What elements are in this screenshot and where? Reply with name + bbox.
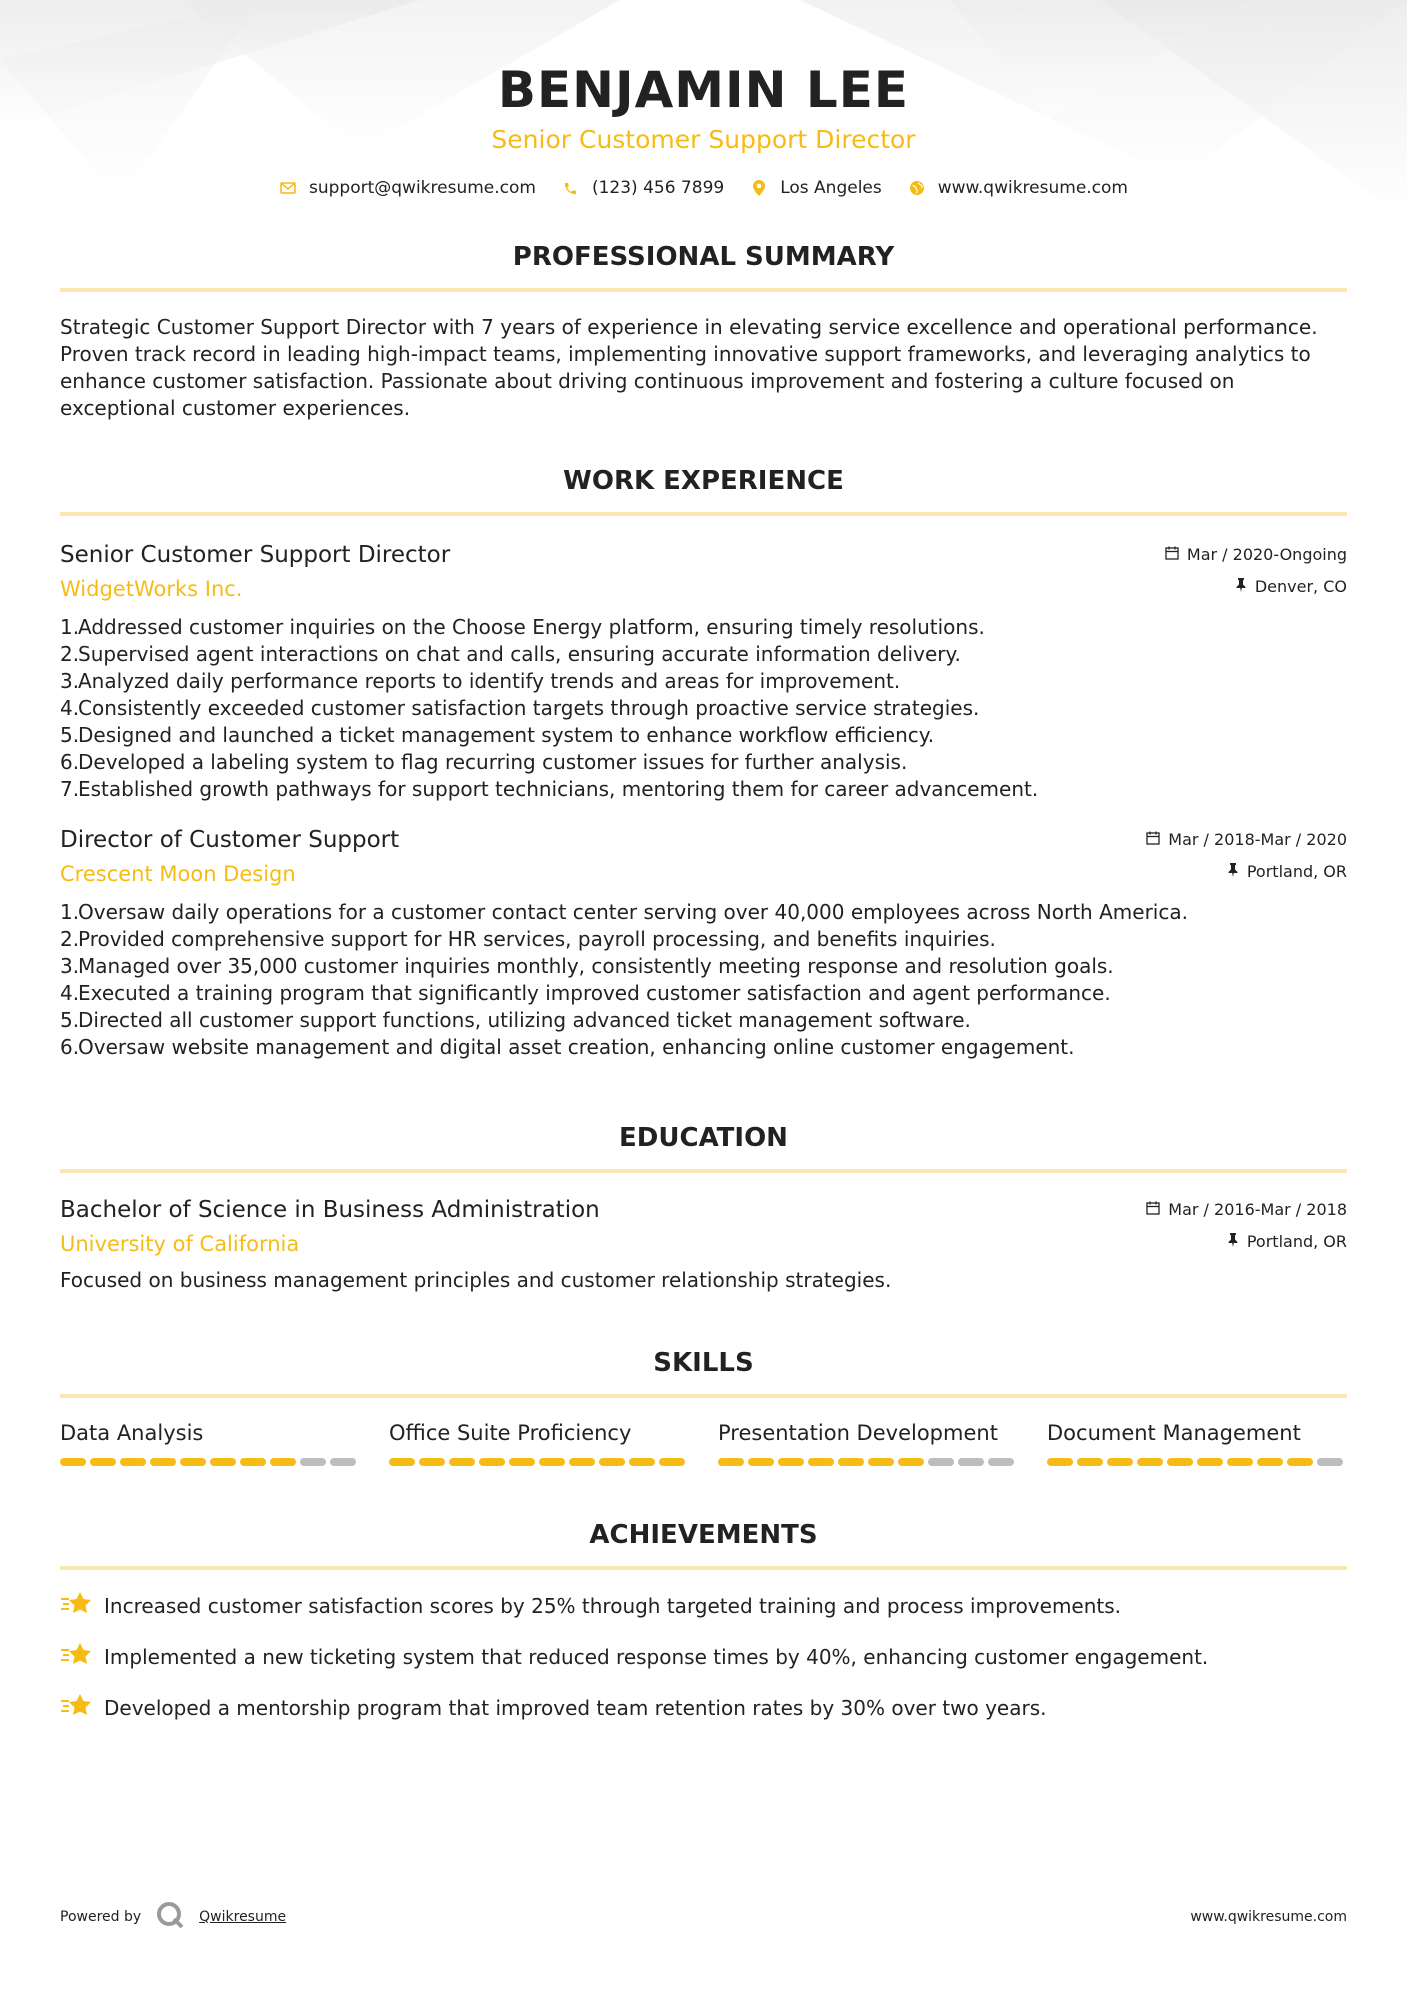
skills-section [60, 1348, 1347, 1466]
skill-level-dot [60, 1458, 86, 1466]
resume-header [60, 0, 1347, 198]
achievement-item [60, 1692, 1347, 1725]
job-dates-text: Mar / 2020-Ongoing [1186, 545, 1347, 564]
skill-level-dot [569, 1458, 595, 1466]
education-location-text: Portland, OR [1246, 1232, 1347, 1251]
school-name: University of California [60, 1232, 300, 1256]
list-item: 3. Analyzed daily performance reports to identify trends and areas for improvement. [60, 669, 901, 693]
job-dates [1165, 544, 1347, 566]
contact-phone-text: (123) 456 7899 [591, 178, 725, 198]
powered-by [60, 1900, 286, 1934]
list-item: 7. Established growth pathways for support technicians, mentoring them for career advancement. [60, 777, 1039, 801]
list-item: 2. Provided comprehensive support for HR services, payroll processing, and benefits inquiries. [60, 927, 996, 951]
calendar-icon [1165, 544, 1179, 566]
skill-level-dot [838, 1458, 864, 1466]
list-item: 6. Developed a labeling system to flag recurring customer issues for further analysis. [60, 750, 908, 774]
achievements-section [60, 1520, 1347, 1725]
skill-level-dot [150, 1458, 176, 1466]
job-entry [60, 825, 1347, 1061]
skill-item [718, 1420, 1018, 1466]
education-section [60, 1123, 1347, 1294]
experience-heading: WORK EXPERIENCE [60, 466, 1347, 516]
contact-location [750, 178, 882, 198]
list-item: 1. Addressed customer inquiries on the Choose Energy platform, ensuring timely resolutions. [60, 615, 985, 639]
achievements-heading: ACHIEVEMENTS [60, 1520, 1347, 1570]
skill-level-dot [419, 1458, 445, 1466]
skill-level-dot [1047, 1458, 1073, 1466]
contact-location-text: Los Angeles [780, 178, 882, 198]
skill-level-dot [629, 1458, 655, 1466]
page-footer [60, 1900, 1347, 1934]
powered-by-label: Powered by [60, 1909, 142, 1925]
list-item: 5. Designed and launched a ticket management system to enhance workflow efficiency. [60, 723, 935, 747]
skill-level-dot [718, 1458, 744, 1466]
skill-level-dot [1137, 1458, 1163, 1466]
skill-level-meter [1047, 1458, 1347, 1466]
skill-level-dot [210, 1458, 236, 1466]
skill-level-dot [1167, 1458, 1193, 1466]
skill-level-dot [479, 1458, 505, 1466]
achievement-item [60, 1641, 1347, 1674]
skill-level-dot [330, 1458, 356, 1466]
education-dates-text: Mar / 2016-Mar / 2018 [1168, 1200, 1347, 1219]
skill-item [1047, 1420, 1347, 1466]
company-name: Crescent Moon Design [60, 862, 296, 886]
achievement-item [60, 1590, 1347, 1623]
education-description: Focused on business management principles and customer relationship strategies. [60, 1268, 892, 1292]
pushpin-icon [1227, 1231, 1239, 1253]
job-location [1165, 576, 1347, 598]
list-item: 1. Oversaw daily operations for a customer contact center serving over 40,000 employees across North America. [60, 900, 1188, 924]
skill-level-dot [1077, 1458, 1103, 1466]
job-dates-text: Mar / 2018-Mar / 2020 [1168, 830, 1347, 849]
company-name: WidgetWorks Inc. [60, 577, 243, 601]
experience-section [60, 466, 1347, 1061]
job-bullet-list [60, 614, 1347, 803]
skill-level-dot [868, 1458, 894, 1466]
list-item: 2. Supervised agent interactions on chat and calls, ensuring accurate information delivery. [60, 642, 961, 666]
job-title: Senior Customer Support Director [60, 542, 451, 568]
job-bullet-list [60, 899, 1347, 1061]
skill-level-dot [958, 1458, 984, 1466]
skill-level-meter [718, 1458, 1018, 1466]
list-item: 4. Executed a training program that significantly improved customer satisfaction and agent performance. [60, 981, 1111, 1005]
skill-level-dot [449, 1458, 475, 1466]
skill-level-dot [808, 1458, 834, 1466]
summary-text: Strategic Customer Support Director with 7 years of experience in elevating service excellence and operational performance. Proven track record in leading high-impact teams, implementing innovative support frameworks, and leveraging analytics to enhance customer satisfaction. Passionate about driving continuous improvement and fostering a culture focused on exceptional customer experiences. [60, 315, 1318, 420]
star-icon [60, 1590, 92, 1623]
degree-title: Bachelor of Science in Business Administration [60, 1197, 600, 1223]
job-location-text: Portland, OR [1246, 862, 1347, 881]
contact-website-text: www.qwikresume.com [937, 178, 1128, 198]
candidate-name: BENJAMIN LEE [497, 61, 910, 119]
skill-level-dot [1197, 1458, 1223, 1466]
skill-level-dot [120, 1458, 146, 1466]
contact-email[interactable] [279, 178, 536, 198]
location-pin-icon [750, 179, 768, 197]
qwikresume-logo-icon [155, 1900, 185, 1934]
skill-name: Data Analysis [60, 1421, 204, 1445]
education-dates [1146, 1199, 1347, 1221]
resume-page [60, 0, 1347, 1725]
calendar-icon [1146, 1199, 1160, 1221]
skill-item [60, 1420, 360, 1466]
contact-website[interactable] [908, 178, 1128, 198]
skill-level-meter [60, 1458, 360, 1466]
pushpin-icon [1227, 861, 1239, 883]
job-title: Director of Customer Support [60, 827, 400, 853]
job-entry [60, 540, 1347, 803]
contact-bar [60, 178, 1347, 198]
skill-level-dot [240, 1458, 266, 1466]
list-item: 4. Consistently exceeded customer satisfaction targets through proactive service strategies. [60, 696, 980, 720]
star-icon [60, 1692, 92, 1725]
skill-level-dot [180, 1458, 206, 1466]
achievement-text: Increased customer satisfaction scores by 25% through targeted training and process improvements. [104, 1594, 1122, 1618]
skill-name: Office Suite Proficiency [389, 1421, 632, 1445]
candidate-title: Senior Customer Support Director [491, 125, 916, 154]
achievements-list [60, 1590, 1347, 1725]
skill-level-dot [988, 1458, 1014, 1466]
skill-item [389, 1420, 689, 1466]
skill-level-dot [90, 1458, 116, 1466]
contact-phone[interactable] [562, 178, 724, 198]
skill-name: Document Management [1047, 1421, 1301, 1445]
skill-level-dot [1257, 1458, 1283, 1466]
skill-level-dot [928, 1458, 954, 1466]
email-icon [279, 179, 297, 197]
summary-heading: PROFESSIONAL SUMMARY [60, 242, 1347, 292]
education-location [1146, 1231, 1347, 1253]
skill-level-dot [778, 1458, 804, 1466]
skill-level-meter [389, 1458, 689, 1466]
skill-level-dot [1227, 1458, 1253, 1466]
footer-website[interactable]: www.qwikresume.com [1190, 1909, 1347, 1925]
pushpin-icon [1235, 576, 1247, 598]
skills-heading: SKILLS [60, 1348, 1347, 1398]
skill-level-dot [659, 1458, 685, 1466]
phone-icon [562, 179, 580, 197]
achievement-text: Developed a mentorship program that improved team retention rates by 30% over two years. [104, 1696, 1047, 1720]
skill-level-dot [509, 1458, 535, 1466]
globe-icon [908, 179, 926, 197]
skill-level-dot [1287, 1458, 1313, 1466]
skill-level-dot [898, 1458, 924, 1466]
skill-level-dot [1317, 1458, 1343, 1466]
skill-level-dot [389, 1458, 415, 1466]
job-location [1146, 861, 1347, 883]
achievement-text: Implemented a new ticketing system that reduced response times by 40%, enhancing customer engagement. [104, 1645, 1209, 1669]
calendar-icon [1146, 829, 1160, 851]
skills-list [60, 1420, 1347, 1466]
skill-level-dot [1107, 1458, 1133, 1466]
job-location-text: Denver, CO [1254, 577, 1347, 596]
list-item: 3. Managed over 35,000 customer inquiries monthly, consistently meeting response and resolution goals. [60, 954, 1114, 978]
education-heading: EDUCATION [60, 1123, 1347, 1173]
job-dates [1146, 829, 1347, 851]
skill-level-dot [270, 1458, 296, 1466]
skill-name: Presentation Development [718, 1421, 998, 1445]
list-item: 5. Directed all customer support functions, utilizing advanced ticket management software. [60, 1008, 971, 1032]
star-icon [60, 1641, 92, 1674]
education-entry [60, 1195, 1347, 1294]
skill-level-dot [748, 1458, 774, 1466]
skill-level-dot [599, 1458, 625, 1466]
skill-level-dot [300, 1458, 326, 1466]
skill-level-dot [539, 1458, 565, 1466]
list-item: 6. Oversaw website management and digital asset creation, enhancing online customer engagement. [60, 1035, 1075, 1059]
contact-email-text: support@qwikresume.com [309, 178, 536, 198]
summary-section [60, 242, 1347, 422]
brand-link[interactable]: Qwikresume [199, 1909, 287, 1925]
